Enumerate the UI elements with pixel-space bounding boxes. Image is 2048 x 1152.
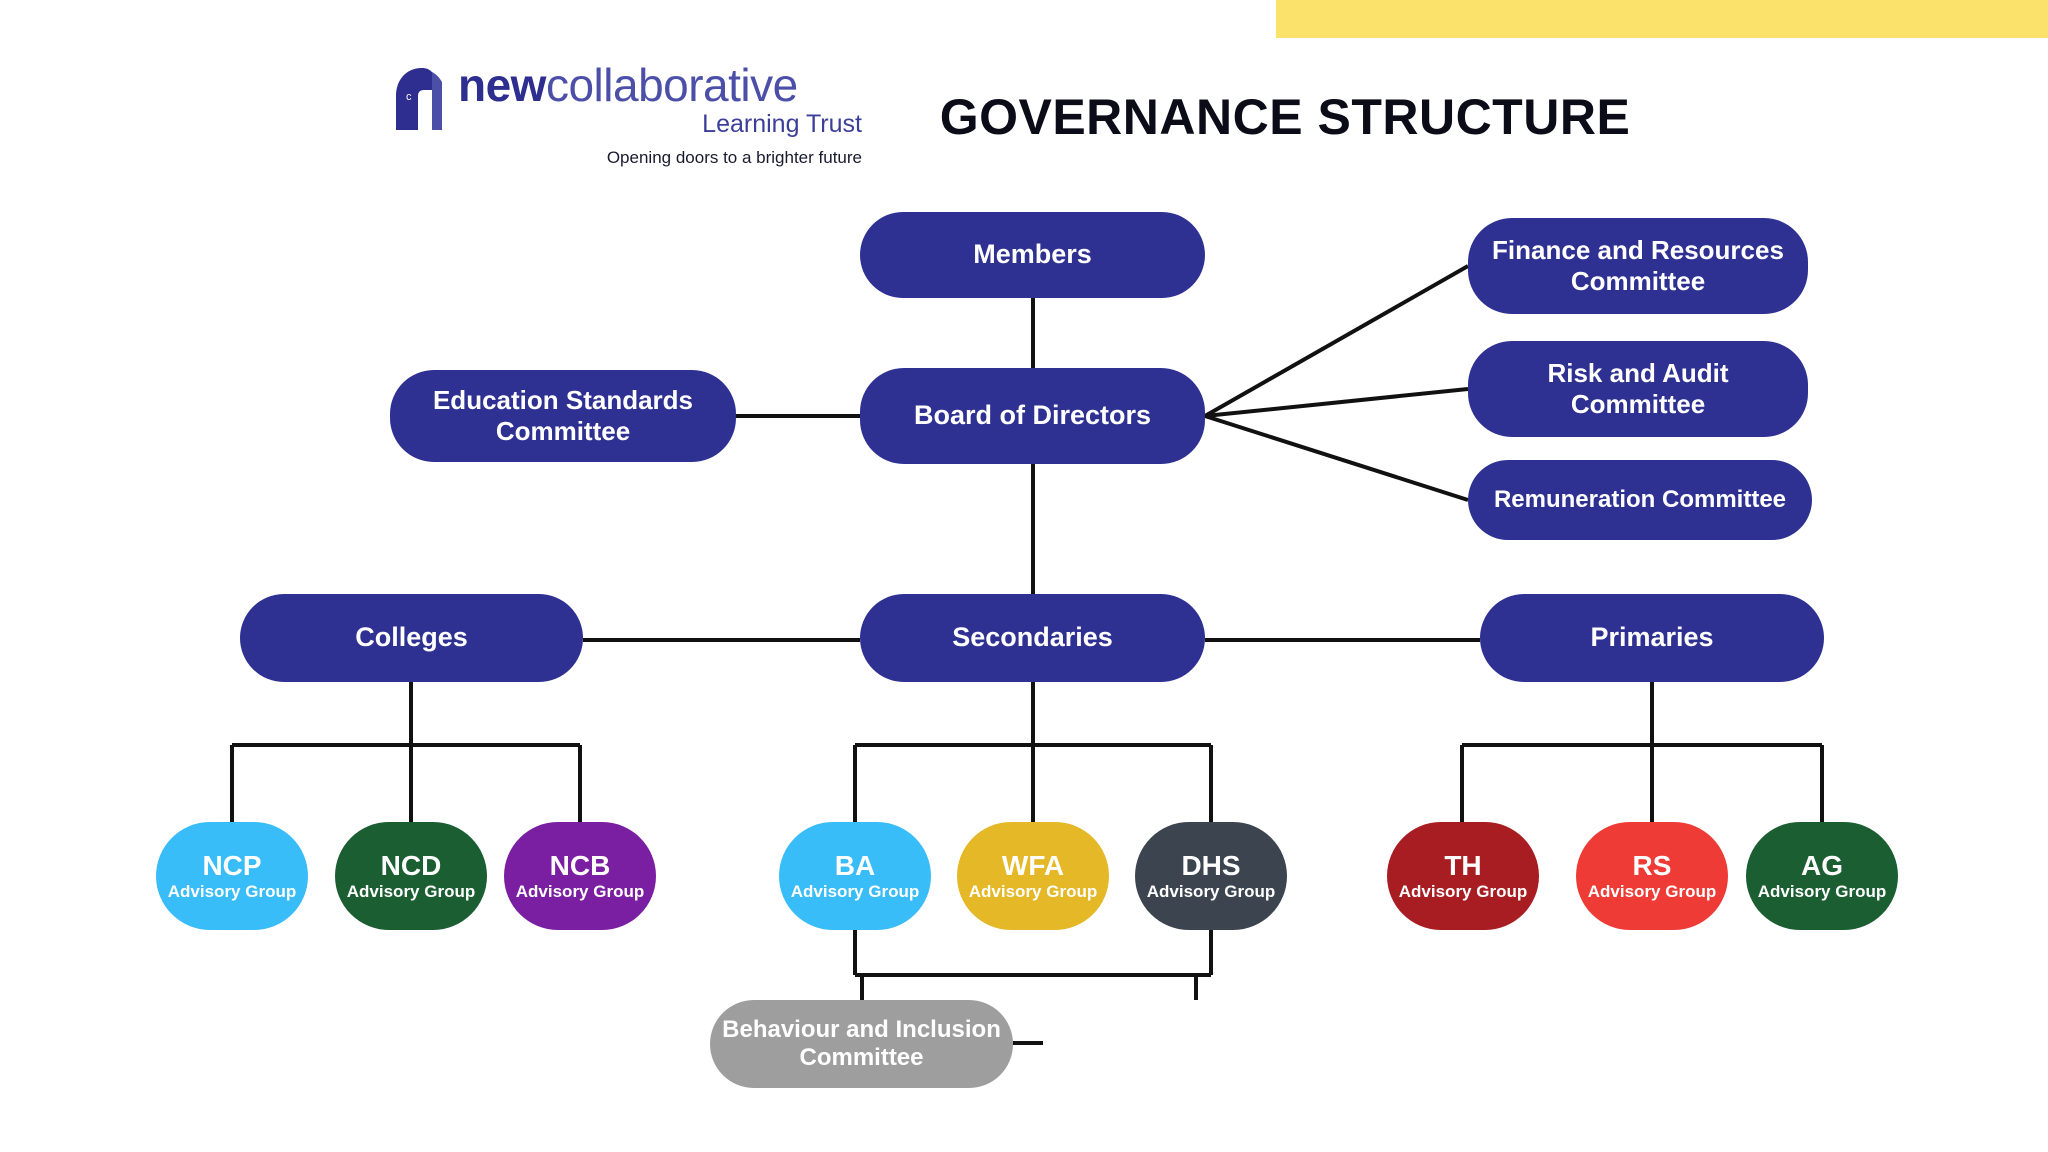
node-dhs-advisory-group[interactable] xyxy=(1135,822,1287,930)
node-th-sub: Advisory Group xyxy=(1398,882,1528,902)
node-finance-and-resources-committee[interactable] xyxy=(1468,218,1808,314)
node-remuneration-committee-label: Remuneration Committee xyxy=(1493,485,1787,513)
node-dhs-sub: Advisory Group xyxy=(1146,882,1276,902)
node-attendance-committee-label: Attendance Committee xyxy=(1107,1006,1282,1023)
node-colleges[interactable] xyxy=(240,594,583,682)
node-ncd-label: NCD xyxy=(380,850,442,882)
node-risk-and-audit-committee-label: Risk and Audit Committee xyxy=(1547,358,1729,419)
node-primaries-label: Primaries xyxy=(1590,622,1714,653)
node-ba-advisory-group[interactable] xyxy=(779,822,931,930)
node-colleges-label: Colleges xyxy=(355,622,468,653)
logo-subtitle: Learning Trust xyxy=(702,110,862,138)
node-ncp-advisory-group[interactable] xyxy=(156,822,308,930)
node-th-label: TH xyxy=(1444,850,1482,882)
logo-door-icon xyxy=(392,66,452,132)
svg-text:c: c xyxy=(406,91,412,103)
node-rs-advisory-group[interactable] xyxy=(1576,822,1728,930)
node-attendance-committee[interactable] xyxy=(1043,1002,1346,1029)
node-th-advisory-group[interactable] xyxy=(1387,822,1539,930)
node-finance-and-resources-committee-label: Finance and Resources Committee xyxy=(1492,235,1784,296)
node-board-of-directors[interactable] xyxy=(860,368,1205,464)
logo-wordmark xyxy=(458,58,798,112)
node-ncb-label: NCB xyxy=(549,850,611,882)
node-wfa-label: WFA xyxy=(1001,850,1065,882)
node-wfa-advisory-group[interactable] xyxy=(957,822,1109,930)
node-ncp-label: NCP xyxy=(202,850,262,882)
node-ncd-advisory-group[interactable] xyxy=(335,822,487,930)
node-secondaries[interactable] xyxy=(860,594,1205,682)
node-board-of-directors-label: Board of Directors xyxy=(913,400,1152,431)
node-members[interactable] xyxy=(860,212,1205,298)
node-wfa-sub: Advisory Group xyxy=(968,882,1098,902)
node-rs-sub: Advisory Group xyxy=(1587,882,1717,902)
brand-logo xyxy=(392,58,862,178)
node-risk-and-audit-committee[interactable] xyxy=(1468,341,1808,437)
node-education-standards-committee-label: Education Standards Committee xyxy=(432,385,694,446)
node-secondaries-label: Secondaries xyxy=(952,622,1113,653)
node-ag-label: AG xyxy=(1801,850,1843,882)
node-behaviour-and-inclusion-committee-label: Behaviour and Inclusion Committee xyxy=(722,1015,1001,1071)
logo-word-collaborative: collaborative xyxy=(545,59,798,111)
node-ncp-sub: Advisory Group xyxy=(167,882,297,902)
node-ncb-advisory-group[interactable] xyxy=(504,822,656,930)
logo-tagline: Opening doors to a brighter future xyxy=(606,148,862,167)
node-ncb-sub: Advisory Group xyxy=(515,882,645,902)
logo-word-new: new xyxy=(458,59,546,111)
node-members-label: Members xyxy=(973,239,1092,270)
node-rs-label: RS xyxy=(1632,850,1672,882)
node-education-standards-committee[interactable] xyxy=(390,370,736,462)
node-ag-sub: Advisory Group xyxy=(1757,882,1887,902)
node-ba-sub: Advisory Group xyxy=(790,882,920,902)
node-remuneration-committee[interactable] xyxy=(1468,460,1812,540)
node-ba-label: BA xyxy=(834,850,876,882)
node-primaries[interactable] xyxy=(1480,594,1824,682)
node-ncd-sub: Advisory Group xyxy=(346,882,476,902)
accent-bar xyxy=(1276,0,2048,38)
node-dhs-label: DHS xyxy=(1181,850,1241,882)
node-behaviour-and-inclusion-committee[interactable] xyxy=(710,1000,1013,1088)
page-title: GOVERNANCE STRUCTURE xyxy=(939,89,1631,145)
node-ag-advisory-group[interactable] xyxy=(1746,822,1898,930)
